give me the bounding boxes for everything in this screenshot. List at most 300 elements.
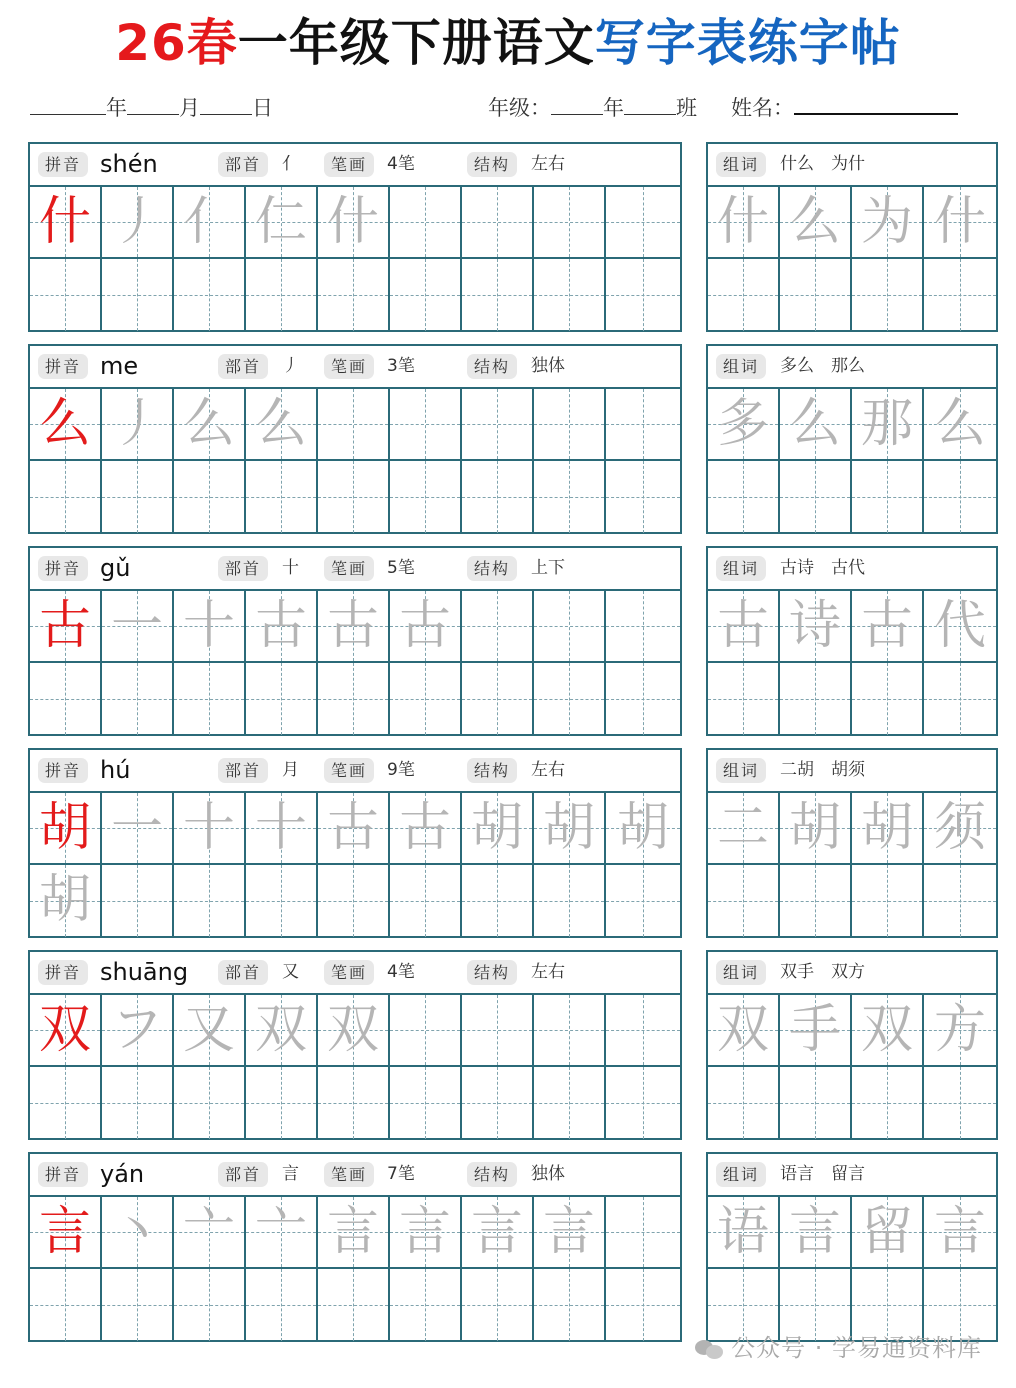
word-character: 为 — [860, 192, 913, 252]
writing-cell[interactable] — [462, 865, 534, 937]
char-header — [30, 952, 680, 995]
writing-cell[interactable] — [318, 591, 390, 663]
strokes-tag: 笔画 — [324, 960, 374, 985]
word-header — [708, 750, 996, 793]
writing-cell[interactable] — [606, 793, 680, 865]
stroke-step: 丶 — [110, 1202, 163, 1262]
writing-cell[interactable] — [606, 865, 680, 937]
writing-cell[interactable] — [534, 1197, 606, 1269]
class-blank[interactable] — [624, 94, 676, 115]
radical-value: 丿 — [282, 356, 299, 376]
strokes-tag: 笔画 — [324, 152, 374, 177]
pinyin-value: shén — [100, 150, 158, 178]
word-cell[interactable] — [780, 1067, 852, 1139]
word-cell[interactable] — [780, 663, 852, 735]
radical-tag: 部首 — [218, 556, 268, 581]
word-cell[interactable] — [780, 865, 852, 937]
writing-cell[interactable] — [534, 1067, 606, 1139]
word-cell[interactable] — [780, 259, 852, 331]
month-label: 月 — [179, 96, 200, 120]
writing-cell[interactable] — [318, 259, 390, 331]
writing-cell[interactable] — [318, 1067, 390, 1139]
writing-cell[interactable] — [390, 1269, 462, 1341]
stroke-step: 古 — [326, 596, 379, 656]
word-character: 古 — [860, 596, 913, 656]
word-header — [708, 1154, 996, 1197]
word-cell[interactable] — [780, 591, 852, 663]
word-panel-2 — [706, 546, 998, 736]
word-cell[interactable] — [924, 1067, 996, 1139]
writing-cell[interactable] — [390, 995, 462, 1067]
words-value: 古诗 古代 — [780, 558, 865, 578]
word-cell[interactable] — [780, 995, 852, 1067]
writing-cell[interactable] — [534, 995, 606, 1067]
word-cell[interactable] — [924, 187, 996, 259]
char-header — [30, 548, 680, 591]
word-character: 二 — [716, 798, 769, 858]
writing-cell[interactable] — [246, 1269, 318, 1341]
stroke-step: 亠 — [254, 1202, 307, 1262]
writing-cell[interactable] — [390, 793, 462, 865]
pinyin-tag: 拼音 — [38, 1162, 88, 1187]
writing-cell[interactable] — [318, 793, 390, 865]
writing-cell[interactable] — [390, 591, 462, 663]
grade-unit: 年 — [603, 96, 624, 120]
strokes-value: 9笔 — [387, 760, 415, 780]
char-panel-0 — [28, 142, 682, 332]
writing-cell[interactable] — [606, 389, 680, 461]
word-character: 那 — [860, 394, 913, 454]
writing-cell[interactable] — [606, 591, 680, 663]
writing-cell[interactable] — [102, 1067, 174, 1139]
stroke-step: 亠 — [182, 1202, 235, 1262]
pinyin-tag: 拼音 — [38, 152, 88, 177]
class-unit: 班 — [676, 96, 697, 120]
writing-cell[interactable] — [462, 793, 534, 865]
writing-cell[interactable] — [102, 259, 174, 331]
word-character: 双 — [716, 1000, 769, 1060]
writing-cell[interactable] — [102, 389, 174, 461]
day-blank[interactable] — [200, 94, 252, 115]
word-character: 么 — [788, 394, 841, 454]
word-cell[interactable] — [852, 187, 924, 259]
word-character: 什 — [716, 192, 769, 252]
structure-tag: 结构 — [467, 556, 517, 581]
words-value: 二胡 胡须 — [780, 760, 865, 780]
writing-cell[interactable] — [174, 591, 246, 663]
word-cell[interactable] — [924, 663, 996, 735]
structure-tag: 结构 — [467, 152, 517, 177]
word-panel-0 — [706, 142, 998, 332]
writing-cell[interactable] — [174, 865, 246, 937]
writing-cell[interactable] — [30, 1269, 102, 1341]
word-cell[interactable] — [708, 865, 780, 937]
writing-cell[interactable] — [246, 461, 318, 533]
writing-cell[interactable] — [534, 1269, 606, 1341]
name-label: 姓名： — [731, 96, 794, 120]
strokes-tag: 笔画 — [324, 354, 374, 379]
words-value: 多么 那么 — [780, 356, 865, 376]
word-character: 须 — [933, 798, 986, 858]
stroke-step: 么 — [254, 394, 307, 454]
year-blank[interactable] — [30, 94, 106, 115]
radical-value: 月 — [282, 760, 299, 780]
word-cell[interactable] — [852, 995, 924, 1067]
word-cell[interactable] — [924, 865, 996, 937]
radical-value: 亻 — [282, 154, 299, 174]
writing-cell[interactable] — [534, 187, 606, 259]
writing-cell[interactable] — [174, 187, 246, 259]
word-character: 什 — [933, 192, 986, 252]
main-character: 胡 — [38, 798, 91, 858]
pinyin-value: hú — [100, 756, 131, 784]
word-cell[interactable] — [708, 793, 780, 865]
strokes-value: 7笔 — [387, 1164, 415, 1184]
word-cell[interactable] — [708, 1197, 780, 1269]
stroke-step: 言 — [398, 1202, 451, 1262]
writing-cell[interactable] — [606, 995, 680, 1067]
writing-cell[interactable] — [390, 1067, 462, 1139]
writing-cell[interactable] — [174, 259, 246, 331]
writing-cell[interactable] — [174, 1067, 246, 1139]
word-cell[interactable] — [780, 461, 852, 533]
writing-cell[interactable] — [606, 663, 680, 735]
word-character: 语 — [716, 1202, 769, 1262]
stroke-step: 丿 — [110, 192, 163, 252]
writing-cell[interactable] — [534, 663, 606, 735]
title-part3: 写字表练字帖 — [594, 14, 901, 72]
word-panel-3 — [706, 748, 998, 938]
writing-cell[interactable] — [174, 793, 246, 865]
writing-cell[interactable] — [174, 389, 246, 461]
structure-value: 左右 — [531, 154, 565, 174]
title-part2: 一年级下册语文 — [237, 14, 595, 72]
word-cell[interactable] — [924, 591, 996, 663]
stroke-step: 亻 — [182, 192, 235, 252]
writing-cell[interactable] — [390, 461, 462, 533]
writing-cell[interactable] — [246, 259, 318, 331]
title-part1: 26春 — [115, 14, 238, 72]
words-tag: 组词 — [716, 354, 766, 379]
stroke-step: 古 — [398, 596, 451, 656]
writing-cell[interactable] — [30, 591, 102, 663]
stroke-step: 胡 — [542, 798, 595, 858]
writing-cell[interactable] — [606, 259, 680, 331]
stroke-step: 双 — [254, 1000, 307, 1060]
writing-cell[interactable] — [246, 1067, 318, 1139]
grade-blank[interactable] — [551, 94, 603, 115]
writing-cell[interactable] — [174, 995, 246, 1067]
word-character: 诗 — [788, 596, 841, 656]
writing-cell[interactable] — [30, 1197, 102, 1269]
char-header — [30, 750, 680, 793]
word-cell[interactable] — [708, 461, 780, 533]
pinyin-tag: 拼音 — [38, 556, 88, 581]
writing-cell[interactable] — [246, 591, 318, 663]
writing-cell[interactable] — [174, 461, 246, 533]
writing-cell[interactable] — [246, 663, 318, 735]
stroke-step: 一 — [110, 798, 163, 858]
stroke-step: 胡 — [616, 798, 669, 858]
word-cell[interactable] — [708, 591, 780, 663]
word-cell[interactable] — [924, 389, 996, 461]
writing-cell[interactable] — [30, 389, 102, 461]
writing-cell[interactable] — [102, 663, 174, 735]
stroke-step: 丿 — [110, 394, 163, 454]
structure-tag: 结构 — [467, 960, 517, 985]
words-tag: 组词 — [716, 556, 766, 581]
writing-cell[interactable] — [318, 663, 390, 735]
words-tag: 组词 — [716, 758, 766, 783]
stroke-step: 言 — [470, 1202, 523, 1262]
char-panel-2 — [28, 546, 682, 736]
radical-tag: 部首 — [218, 354, 268, 379]
word-character: 代 — [933, 596, 986, 656]
writing-cell[interactable] — [534, 389, 606, 461]
main-character: 双 — [38, 1000, 91, 1060]
writing-cell[interactable] — [318, 461, 390, 533]
writing-cell[interactable] — [390, 1197, 462, 1269]
word-panel-4 — [706, 950, 998, 1140]
word-cell[interactable] — [780, 1197, 852, 1269]
writing-cell[interactable] — [102, 1269, 174, 1341]
stroke-step: 双 — [326, 1000, 379, 1060]
pinyin-tag: 拼音 — [38, 758, 88, 783]
pinyin-value: gǔ — [100, 554, 131, 582]
writing-cell[interactable] — [606, 1269, 680, 1341]
word-cell[interactable] — [708, 1067, 780, 1139]
watermark — [695, 1330, 982, 1366]
writing-cell[interactable] — [462, 995, 534, 1067]
writing-cell[interactable] — [102, 865, 174, 937]
word-character: 留 — [860, 1202, 913, 1262]
grade-label: 年级： — [488, 96, 551, 120]
word-character: 多 — [716, 394, 769, 454]
writing-cell[interactable] — [102, 187, 174, 259]
word-header — [708, 144, 996, 187]
word-cell[interactable] — [780, 187, 852, 259]
date-line — [30, 93, 273, 123]
writing-cell[interactable] — [246, 793, 318, 865]
wechat-icon — [695, 1338, 725, 1360]
char-header — [30, 346, 680, 389]
writing-cell[interactable] — [606, 461, 680, 533]
stroke-step: 十 — [182, 798, 235, 858]
word-cell[interactable] — [852, 259, 924, 331]
strokes-value: 3笔 — [387, 356, 415, 376]
word-character: 古 — [716, 596, 769, 656]
strokes-value: 4笔 — [387, 154, 415, 174]
writing-cell[interactable] — [30, 793, 102, 865]
word-character: 手 — [788, 1000, 841, 1060]
writing-cell[interactable] — [246, 389, 318, 461]
writing-cell[interactable] — [462, 389, 534, 461]
writing-cell[interactable] — [390, 663, 462, 735]
word-cell[interactable] — [852, 461, 924, 533]
structure-value: 独体 — [531, 1164, 565, 1184]
student-line — [488, 93, 958, 123]
char-panel-3 — [28, 748, 682, 938]
strokes-value: 5笔 — [387, 558, 415, 578]
word-header — [708, 548, 996, 591]
stroke-step: 古 — [398, 798, 451, 858]
writing-cell[interactable] — [30, 461, 102, 533]
writing-cell[interactable] — [606, 187, 680, 259]
stroke-step: 仁 — [254, 192, 307, 252]
writing-cell[interactable] — [102, 1197, 174, 1269]
writing-cell[interactable] — [390, 187, 462, 259]
stroke-step: フ — [110, 1000, 163, 1060]
word-cell[interactable] — [852, 591, 924, 663]
main-character: 古 — [38, 596, 91, 656]
writing-cell[interactable] — [318, 1269, 390, 1341]
word-cell[interactable] — [924, 461, 996, 533]
writing-cell[interactable] — [174, 1269, 246, 1341]
writing-cell[interactable] — [318, 865, 390, 937]
word-cell[interactable] — [708, 389, 780, 461]
page-title — [0, 12, 1016, 74]
writing-cell[interactable] — [390, 389, 462, 461]
words-value: 什么 为什 — [780, 154, 865, 174]
word-cell[interactable] — [924, 259, 996, 331]
writing-cell[interactable] — [606, 1197, 680, 1269]
writing-cell[interactable] — [534, 259, 606, 331]
writing-cell[interactable] — [462, 1067, 534, 1139]
writing-cell[interactable] — [30, 259, 102, 331]
radical-tag: 部首 — [218, 152, 268, 177]
writing-cell[interactable] — [462, 187, 534, 259]
writing-cell[interactable] — [462, 591, 534, 663]
month-blank[interactable] — [127, 94, 179, 115]
writing-cell[interactable] — [462, 663, 534, 735]
pinyin-value: shuāng — [100, 958, 189, 986]
writing-cell[interactable] — [534, 591, 606, 663]
writing-cell[interactable] — [30, 995, 102, 1067]
radical-value: 十 — [282, 558, 299, 578]
stroke-step: 言 — [326, 1202, 379, 1262]
writing-cell[interactable] — [462, 1269, 534, 1341]
writing-cell[interactable] — [102, 591, 174, 663]
word-cell[interactable] — [708, 663, 780, 735]
word-character: 么 — [788, 192, 841, 252]
strokes-tag: 笔画 — [324, 758, 374, 783]
writing-cell[interactable] — [102, 793, 174, 865]
writing-cell[interactable] — [318, 389, 390, 461]
structure-tag: 结构 — [467, 354, 517, 379]
word-cell[interactable] — [924, 793, 996, 865]
writing-cell[interactable] — [534, 865, 606, 937]
writing-cell[interactable] — [534, 793, 606, 865]
pinyin-value: me — [100, 352, 139, 380]
writing-cell[interactable] — [390, 259, 462, 331]
radical-tag: 部首 — [218, 758, 268, 783]
year-label: 年 — [106, 96, 127, 120]
writing-cell[interactable] — [246, 865, 318, 937]
writing-cell[interactable] — [534, 461, 606, 533]
writing-cell[interactable] — [246, 1197, 318, 1269]
stroke-step: 一 — [110, 596, 163, 656]
stroke-step: 又 — [182, 1000, 235, 1060]
name-blank[interactable] — [794, 93, 958, 115]
word-cell[interactable] — [852, 1067, 924, 1139]
char-panel-5 — [28, 1152, 682, 1342]
writing-cell[interactable] — [462, 461, 534, 533]
radical-value: 言 — [282, 1164, 299, 1184]
writing-cell[interactable] — [102, 995, 174, 1067]
word-cell[interactable] — [708, 187, 780, 259]
structure-value: 左右 — [531, 760, 565, 780]
char-panel-4 — [28, 950, 682, 1140]
writing-cell[interactable] — [246, 187, 318, 259]
word-cell[interactable] — [780, 389, 852, 461]
writing-cell[interactable] — [606, 1067, 680, 1139]
writing-cell[interactable] — [30, 663, 102, 735]
writing-cell[interactable] — [174, 663, 246, 735]
word-cell[interactable] — [780, 793, 852, 865]
word-header — [708, 346, 996, 389]
stroke-step: 十 — [182, 596, 235, 656]
writing-cell[interactable] — [318, 187, 390, 259]
writing-cell[interactable] — [30, 187, 102, 259]
strokes-tag: 笔画 — [324, 556, 374, 581]
word-cell[interactable] — [852, 389, 924, 461]
word-panel-5 — [706, 1152, 998, 1342]
word-character: 么 — [933, 394, 986, 454]
writing-cell[interactable] — [462, 1197, 534, 1269]
char-header — [30, 1154, 680, 1197]
writing-cell[interactable] — [390, 865, 462, 937]
strokes-tag: 笔画 — [324, 1162, 374, 1187]
writing-cell[interactable] — [30, 1067, 102, 1139]
words-tag: 组词 — [716, 1162, 766, 1187]
stroke-step: 言 — [542, 1202, 595, 1262]
writing-cell[interactable] — [318, 995, 390, 1067]
stroke-step: 什 — [326, 192, 379, 252]
word-character: 方 — [933, 1000, 986, 1060]
radical-tag: 部首 — [218, 1162, 268, 1187]
stroke-step: 十 — [254, 798, 307, 858]
word-cell[interactable] — [708, 259, 780, 331]
writing-cell[interactable] — [102, 461, 174, 533]
stroke-step: 古 — [326, 798, 379, 858]
writing-cell[interactable] — [174, 1197, 246, 1269]
writing-cell[interactable] — [318, 1197, 390, 1269]
structure-value: 左右 — [531, 962, 565, 982]
word-cell[interactable] — [852, 663, 924, 735]
word-cell[interactable] — [852, 1197, 924, 1269]
stroke-step: 么 — [182, 394, 235, 454]
structure-value: 独体 — [531, 356, 565, 376]
radical-tag: 部首 — [218, 960, 268, 985]
words-value: 双手 双方 — [780, 962, 865, 982]
writing-cell[interactable] — [462, 259, 534, 331]
word-cell[interactable] — [924, 1197, 996, 1269]
pinyin-tag: 拼音 — [38, 354, 88, 379]
word-cell[interactable] — [852, 865, 924, 937]
word-cell[interactable] — [708, 995, 780, 1067]
pinyin-value: yán — [100, 1160, 145, 1188]
writing-cell[interactable] — [30, 865, 102, 937]
radical-value: 又 — [282, 962, 299, 982]
word-cell[interactable] — [924, 995, 996, 1067]
word-cell[interactable] — [852, 793, 924, 865]
stroke-step: 胡 — [470, 798, 523, 858]
words-tag: 组词 — [716, 960, 766, 985]
char-header — [30, 144, 680, 187]
writing-cell[interactable] — [246, 995, 318, 1067]
pinyin-tag: 拼音 — [38, 960, 88, 985]
structure-tag: 结构 — [467, 758, 517, 783]
